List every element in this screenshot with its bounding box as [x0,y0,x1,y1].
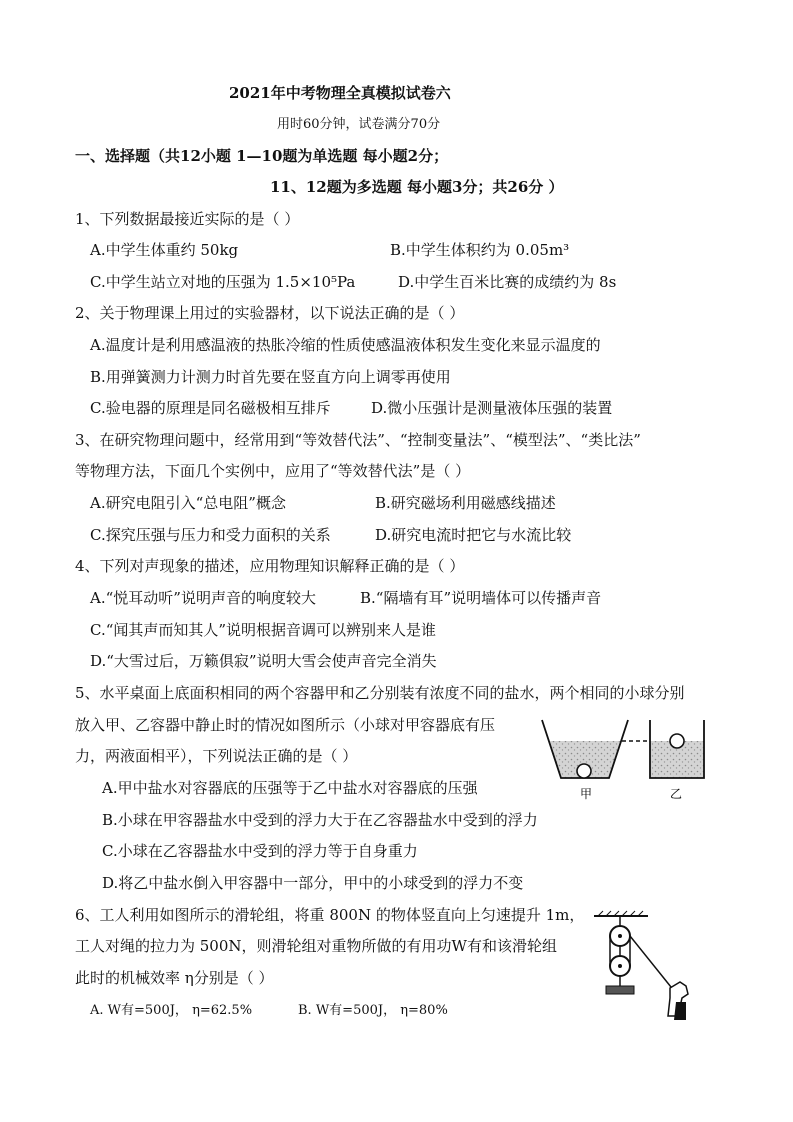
sleeve [674,1002,686,1020]
label-a: 甲 [580,787,593,801]
q6-stem-line3: 此时的机械效率 η分别是（ ） [75,969,274,987]
section-heading-line1: 一、选择题（共12小题 1—10题为单选题 每小题2分； [75,147,449,165]
q5-option-c: C.小球在乙容器盐水中受到的浮力等于自身重力 [102,842,418,860]
q1-stem: 1、下列数据最接近实际的是（ ） [75,210,300,228]
q3-stem-line2: 等物理方法，下面几个实例中，应用了“等效替代法”是（ ） [75,462,471,480]
q4-stem: 4、下列对声现象的描述，应用物理知识解释正确的是（ ） [75,557,465,575]
ball-b [670,734,684,748]
q6-option-a: A. W有=500J， η=62.5% [90,1003,253,1018]
q2-option-b: B.用弹簧测力计测力时首先要在竖直方向上调零再使用 [90,368,451,386]
q5-option-b: B.小球在甲容器盐水中受到的浮力大于在乙容器盐水中受到的浮力 [102,811,538,829]
q4-option-c: C.“闻其声而知其人”说明根据音调可以辨别来人是谁 [90,621,437,639]
load-block [606,986,634,994]
q3-option-b: B.研究磁场利用磁感线描述 [375,494,556,512]
q1-option-b: B.中学生体积约为 0.05m³ [390,241,570,259]
q4-option-b: B.“隔墙有耳”说明墙体可以传播声音 [360,589,602,607]
q5-stem-line3: 力，两液面相平），下列说法正确的是（ ） [75,747,358,765]
q2-option-a: A.温度计是利用感温液的热胀冷缩的性质使感温液体积发生变化来显示温度的 [90,336,601,354]
q3-stem-line1: 3、在研究物理问题中，经常用到“等效替代法”、“控制变量法”、“模型法”、“类比法” [75,431,641,449]
pull-rope [630,936,675,992]
q2-stem: 2、关于物理课上用过的实验器材，以下说法正确的是（ ） [75,304,465,322]
ball-a [577,764,591,778]
q1-option-c: C.中学生站立对地的压强为 1.5×10⁵Pa [90,273,356,291]
q1-option-d: D.中学生百米比赛的成绩约为 8s [398,273,617,291]
q5-option-d: D.将乙中盐水倒入甲容器中一部分，甲中的小球受到的浮力不变 [102,874,524,892]
q5-stem-line1: 5、水平桌面上底面积相同的两个容器甲和乙分别装有浓度不同的盐水，两个相同的小球分别 [75,684,685,702]
q3-option-d: D.研究电流时把它与水流比较 [375,526,572,544]
exam-title: 2021年中考物理全真模拟试卷六 [229,84,451,102]
q6-option-b: B. W有=500J， η=80% [298,1003,448,1018]
q5-stem-line2: 放入甲、乙容器中静止时的情况如图所示（小球对甲容器底有压 [75,716,496,734]
q3-option-a: A.研究电阻引入“总电阻”概念 [90,494,286,512]
q4-option-a: A.“悦耳动听”说明声音的响度较大 [90,589,316,607]
q2-option-d: D.微小压强计是测量液体压强的装置 [371,399,613,417]
q6-stem-line1: 6、工人利用如图所示的滑轮组，将重 800N 的物体竖直向上匀速提升 1m， [75,906,585,924]
exam-subtitle: 用时60分钟，试卷满分70分 [277,117,441,132]
q2-option-c: C.验电器的原理是同名磁极相互排斥 [90,399,331,417]
q3-option-c: C.探究压强与压力和受力面积的关系 [90,526,331,544]
pulley-figure [590,910,700,1025]
q1-option-a: A.中学生体重约 50kg [90,241,239,259]
label-b: 乙 [670,787,683,801]
containers-figure [540,716,720,802]
q6-stem-line2: 工人对绳的拉力为 500N，则滑轮组对重物所做的有用功W有和该滑轮组 [75,937,557,955]
q4-option-d: D.“大雪过后，万籁俱寂”说明大雪会使声音完全消失 [90,652,437,670]
q5-option-a: A.甲中盐水对容器底的压强等于乙中盐水对容器底的压强 [102,779,478,797]
section-heading-line2: 11、12题为多选题 每小题3分；共26分 ） [270,178,564,196]
